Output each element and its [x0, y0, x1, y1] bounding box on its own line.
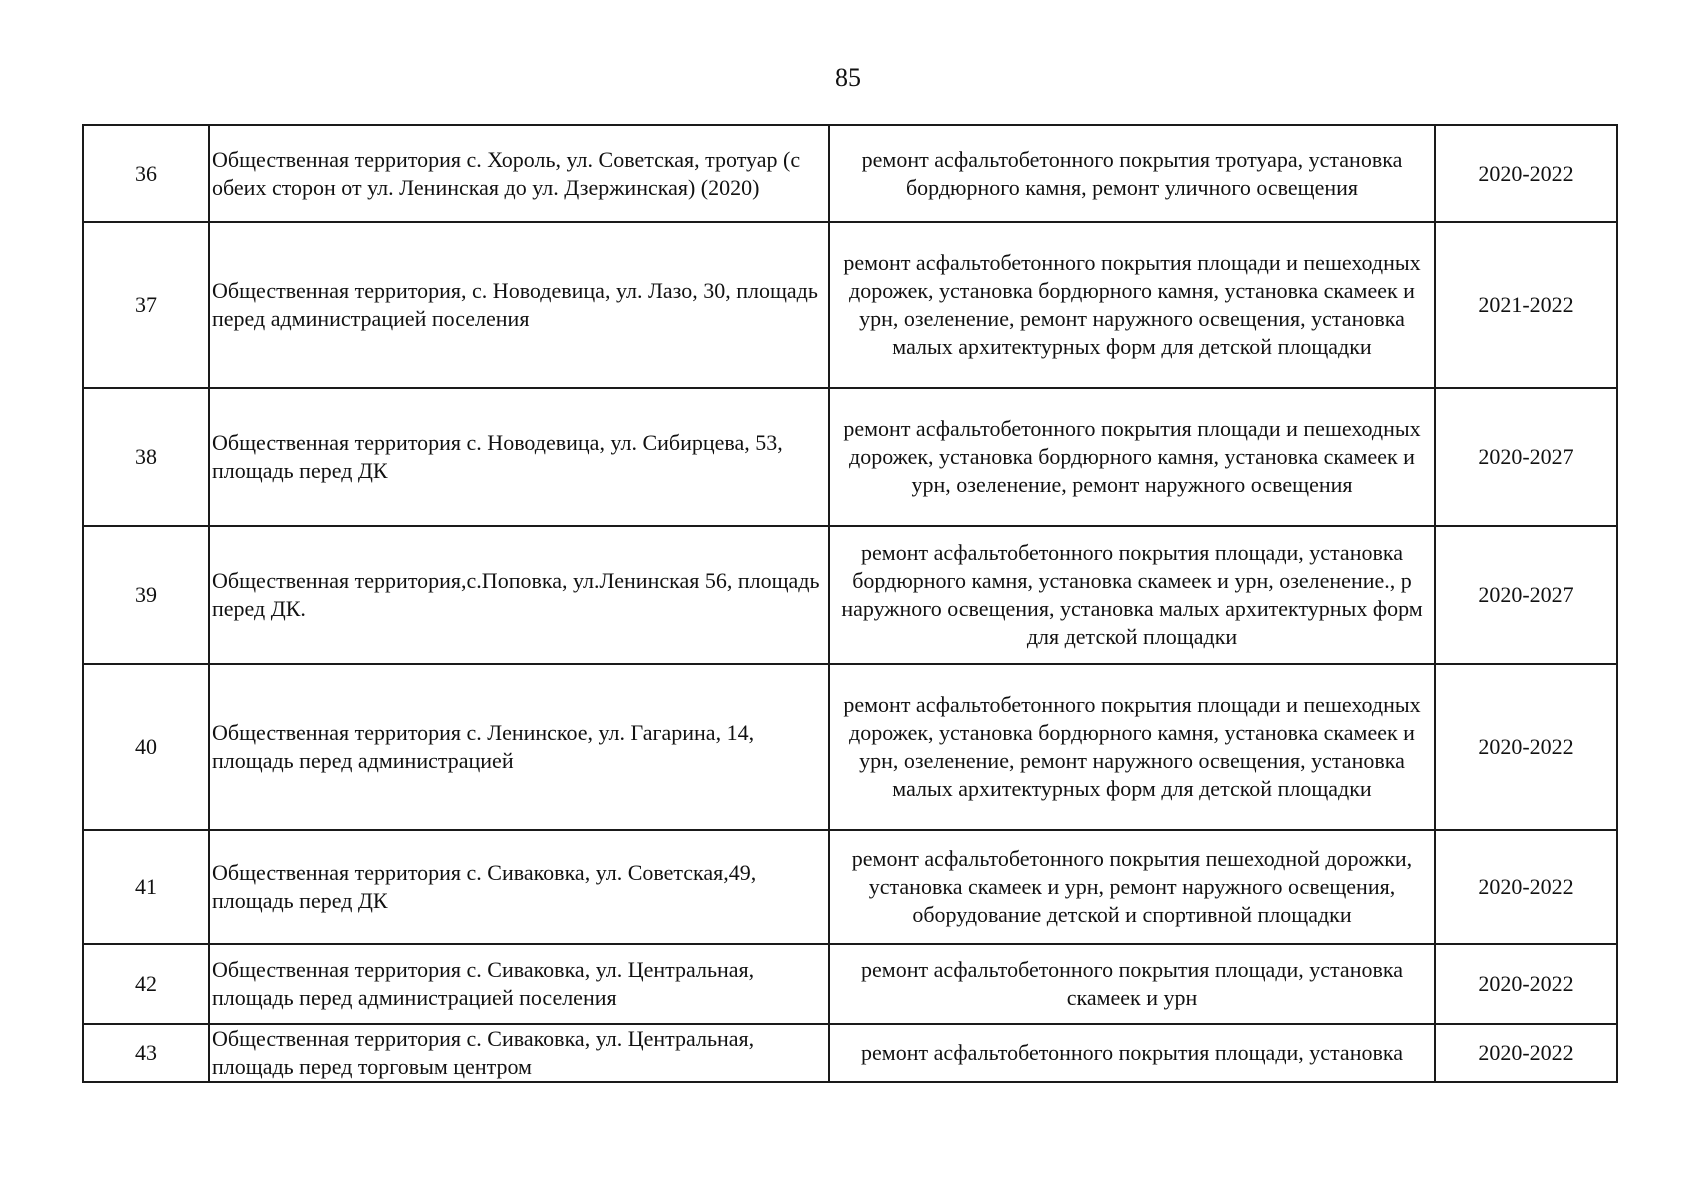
table-row [83, 830, 1617, 944]
work-description: ремонт асфальтобетонного покрытия тротуара, установка бордюрного камня, ремонт уличного освещения [829, 125, 1435, 222]
territory-name: Общественная территория,с.Поповка, ул.Ленинская 56, площадь перед ДК. [209, 526, 829, 664]
work-description: ремонт асфальтобетонного покрытия площади, установка бордюрного камня, установка скамеек и урн, озеленение., р наружного освещения, установка малых архитектурных форм для детской площадки [829, 526, 1435, 664]
territory-name: Общественная территория с. Сиваковка, ул. Советская,49, площадь перед ДК [209, 830, 829, 944]
period-years: 2020-2022 [1435, 1024, 1617, 1082]
table-row [83, 222, 1617, 388]
row-number: 42 [83, 944, 209, 1024]
period-years: 2020-2022 [1435, 830, 1617, 944]
page-number: 85 [835, 63, 861, 92]
table-row [83, 664, 1617, 830]
table-row [83, 125, 1617, 222]
table-row [83, 944, 1617, 1024]
territory-name: Общественная территория с. Хороль, ул. Советская, тротуар (с обеих сторон от ул. Ленинская до ул. Дзержинская) (2020) [209, 125, 829, 222]
table-row [83, 388, 1617, 526]
period-years: 2020-2022 [1435, 944, 1617, 1024]
row-number: 43 [83, 1024, 209, 1082]
territory-name: Общественная территория с. Сиваковка, ул. Центральная, площадь перед торговым центром [209, 1024, 829, 1082]
work-description: ремонт асфальтобетонного покрытия площади, установка скамеек и урн [829, 944, 1435, 1024]
work-description: ремонт асфальтобетонного покрытия площади, установка [829, 1024, 1435, 1082]
territory-name: Общественная территория с. Сиваковка, ул. Центральная, площадь перед администрацией поселения [209, 944, 829, 1024]
period-years: 2020-2022 [1435, 664, 1617, 830]
row-number: 37 [83, 222, 209, 388]
row-number: 38 [83, 388, 209, 526]
work-description: ремонт асфальтобетонного покрытия площади и пешеходных дорожек, установка бордюрного камня, установка скамеек и урн, озеленение, ремонт наружного освещения [829, 388, 1435, 526]
period-years: 2020-2022 [1435, 125, 1617, 222]
territory-name: Общественная территория с. Новодевица, ул. Сибирцева, 53, площадь перед ДК [209, 388, 829, 526]
row-number: 41 [83, 830, 209, 944]
territory-name: Общественная территория, с. Новодевица, ул. Лазо, 30, площадь перед администрацией поселения [209, 222, 829, 388]
row-number: 40 [83, 664, 209, 830]
period-years: 2020-2027 [1435, 388, 1617, 526]
row-number: 39 [83, 526, 209, 664]
work-description: ремонт асфальтобетонного покрытия пешеходной дорожки, установка скамеек и урн, ремонт наружного освещения, оборудование детской и спортивной площадки [829, 830, 1435, 944]
work-description: ремонт асфальтобетонного покрытия площади и пешеходных дорожек, установка бордюрного камня, установка скамеек и урн, озеленение, ремонт наружного освещения, установка малых архитектурных форм для детской площадки [829, 222, 1435, 388]
territories-table [82, 124, 1618, 1083]
row-number: 36 [83, 125, 209, 222]
period-years: 2020-2027 [1435, 526, 1617, 664]
work-description: ремонт асфальтобетонного покрытия площади и пешеходных дорожек, установка бордюрного камня, установка скамеек и урн, озеленение, ремонт наружного освещения, установка малых архитектурных форм для детской площадки [829, 664, 1435, 830]
period-years: 2021-2022 [1435, 222, 1617, 388]
table-row [83, 1024, 1617, 1082]
table-row [83, 526, 1617, 664]
territory-name: Общественная территория с. Ленинское, ул. Гагарина, 14, площадь перед администрацией [209, 664, 829, 830]
